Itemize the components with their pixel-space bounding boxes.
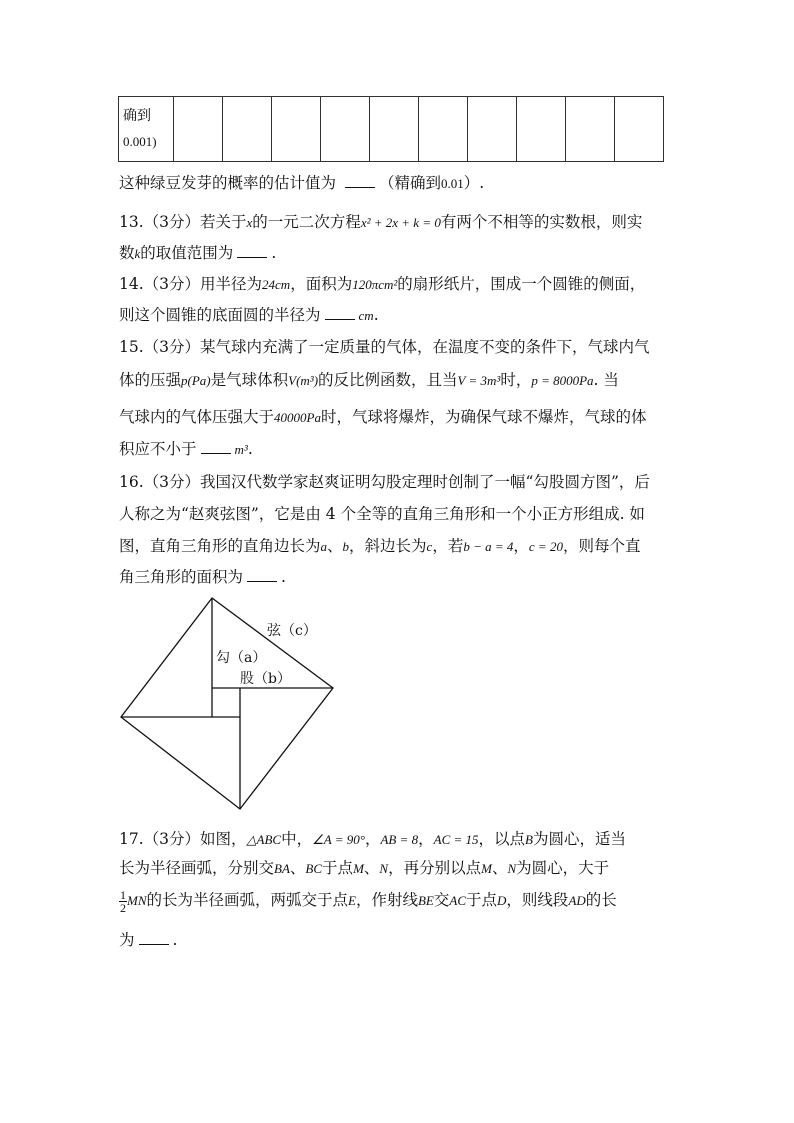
question-13-line-1: 13.（3分）若关于x的一元二次方程x² + 2x + k = 0有两个不相等的实数根，则实: [119, 213, 643, 231]
table-cell: [321, 97, 370, 162]
question-15-line-1: 15.（3分）某气球内充满了一定质量的气体，在温度不变的条件下，气球内气: [119, 338, 650, 356]
table-cell: [566, 97, 615, 162]
question-14-line-2: 则这个圆锥的底面圆的半径为 cm.: [119, 306, 379, 324]
answer-blank[interactable]: [247, 567, 277, 582]
table-cell: [119, 97, 174, 162]
question-16-line-4: 角三角形的面积为 .: [119, 568, 286, 586]
question-15-line-2: 体的压强p(Pa)是气球体积V(m³)的反比例函数，且当V = 3m³时，p = 8000Pa. 当: [119, 371, 619, 389]
label-side-b: 股（b）: [240, 671, 291, 687]
frequency-table: [118, 96, 664, 162]
label-hypotenuse: 弦（c）: [267, 623, 317, 639]
question-15-line-3: 气球内的气体压强大于40000Pa时，气球将爆炸，为确保气球不爆炸，气球的体: [119, 408, 647, 426]
q12-answer-line: 这种绿豆发芽的概率的估计值为 （精确到0.01）.: [119, 174, 485, 192]
table-cell: [370, 97, 419, 162]
question-17-line-4: 为 .: [119, 931, 178, 949]
question-16-line-3: 图，直角三角形的直角边长为a、b，斜边长为c，若b − a = 4，c = 20，则每个直: [119, 537, 641, 555]
table-cell: [468, 97, 517, 162]
cell-text: 0.001): [123, 134, 157, 149]
label-side-a: 勾（a）: [216, 650, 267, 666]
table-row: [119, 97, 664, 162]
question-13-line-2: 数k的取值范围为 .: [119, 244, 277, 262]
question-14-line-1: 14.（3分）用半径为24cm，面积为120πcm²的扇形纸片，围成一个圆锥的侧面，: [119, 275, 646, 293]
cell-text: 确到: [123, 108, 151, 124]
answer-blank[interactable]: [345, 173, 375, 188]
table-cell: [174, 97, 223, 162]
answer-blank[interactable]: [325, 305, 355, 320]
fraction-one-half: $\frac{1}{2}$: [120, 887, 126, 915]
table-cell: [517, 97, 566, 162]
question-17-line-2: 长为半径画弧，分别交BA、BC于点M、N，再分别以点M、N为圆心，大于: [119, 859, 610, 877]
table-cell: [223, 97, 272, 162]
table-cell: [419, 97, 468, 162]
zhao-shuang-diagram: [110, 590, 350, 820]
equation: x² + 2x + k = 0: [360, 215, 441, 230]
question-17-line-3: $\frac{1}{2}$ MN的长为半径画弧，两弧交于点E，作射线BE交AC于点D，则线段AD的长: [120, 887, 617, 915]
question-15-line-4: 积应不小于 m³.: [119, 440, 253, 458]
question-17-line-1: 17.（3分）如图，△ABC中，∠A = 90°，AB = 8，AC = 15，以点B为圆心，适当: [119, 830, 626, 848]
table-cell: [615, 97, 664, 162]
table-cell: [272, 97, 321, 162]
answer-blank[interactable]: [237, 243, 267, 258]
question-16-line-2: 人称之为“赵爽弦图”，它是由 4 个全等的直角三角形和一个小正方形组成. 如: [119, 505, 645, 523]
answer-blank[interactable]: [139, 930, 169, 945]
question-16-line-1: 16.（3分）我国汉代数学家赵爽证明勾股定理时创制了一幅“勾股圆方图”，后: [119, 473, 650, 491]
answer-blank[interactable]: [201, 439, 231, 454]
